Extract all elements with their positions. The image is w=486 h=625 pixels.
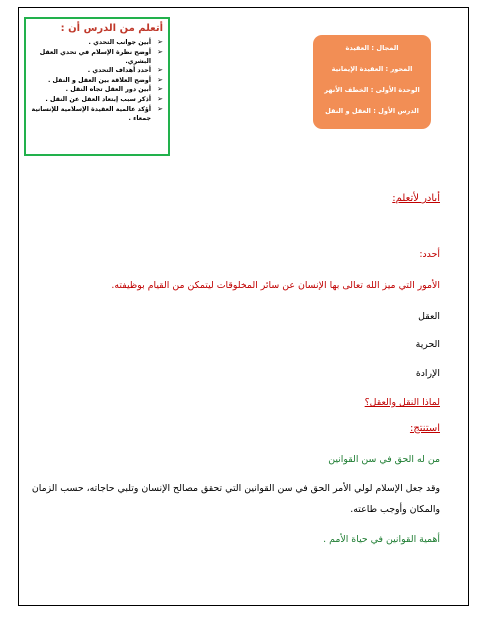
importance-line: أهمية القوانين في حياة الأمم . [323,534,440,545]
answer-item-intellect: العقل [418,311,440,322]
objective-text: أذكر سبب إبتعاد العقل عن النقل . [45,95,151,103]
paragraph-line-2: والمكان وأوجب طاعته. [350,504,440,515]
objective-text: أبين جوانب التحدي . [88,39,151,46]
lesson-title: الدرس الأول : العقل و النقل [325,107,419,115]
paragraph-line-1: وقد جعل الإسلام لولي الأمر الحق في سن القوانين التي تحقق مصالح الإنسان وتلبي حاجاته، حسب الزمان [31,483,440,494]
arrow-bullet-icon: ➢ [157,94,163,103]
arrow-bullet-icon: ➢ [157,104,163,113]
question-line: الأمور التي ميز الله تعالى بها الإنسان عن سائر المخلوقات ليتمكن من القيام بوظيفته. [111,280,440,291]
why-heading: لماذا النقل والعقل؟ [364,397,440,408]
objective-text: أوضح العلاقة بين العقل و النقل . [47,76,151,84]
right-to-law-line: من له الحق في سن القوانين [328,454,440,465]
objective-text: أوضح نظرة الإسلام في تحدي العقل البشري. [39,48,151,65]
lesson-field: المجال : العقيدة [345,44,399,52]
arrow-bullet-icon: ➢ [157,75,163,84]
lesson-axis: المحور : العقيدة الإيمانية [331,65,413,73]
answer-item-freedom: الحرية [415,339,440,350]
objective-text: أبين دور العقل تجاه النقل . [65,86,151,94]
heading-learn: أبادر لأتعلم: [392,193,440,204]
conclude-heading: استنتج: [409,423,440,434]
answer-item-will: الإرادة [415,368,440,379]
lesson-unit: الوحدة الأولى : الخطف الأنهر [324,86,420,94]
objective-text: أؤكد عالمية العقيدة الإسلامية للإنسانية جمعاء . [31,105,151,122]
arrow-bullet-icon: ➢ [157,66,163,75]
lesson-body [28,0,458,625]
arrow-bullet-icon: ➢ [157,38,163,46]
arrow-bullet-icon: ➢ [157,85,163,94]
define-label: أحدد: [419,249,440,260]
objective-text: أحدد أهداف التحدي . [87,67,151,75]
objectives-title: أتعلم من الدرس أن : [60,23,163,34]
arrow-bullet-icon: ➢ [157,47,163,56]
